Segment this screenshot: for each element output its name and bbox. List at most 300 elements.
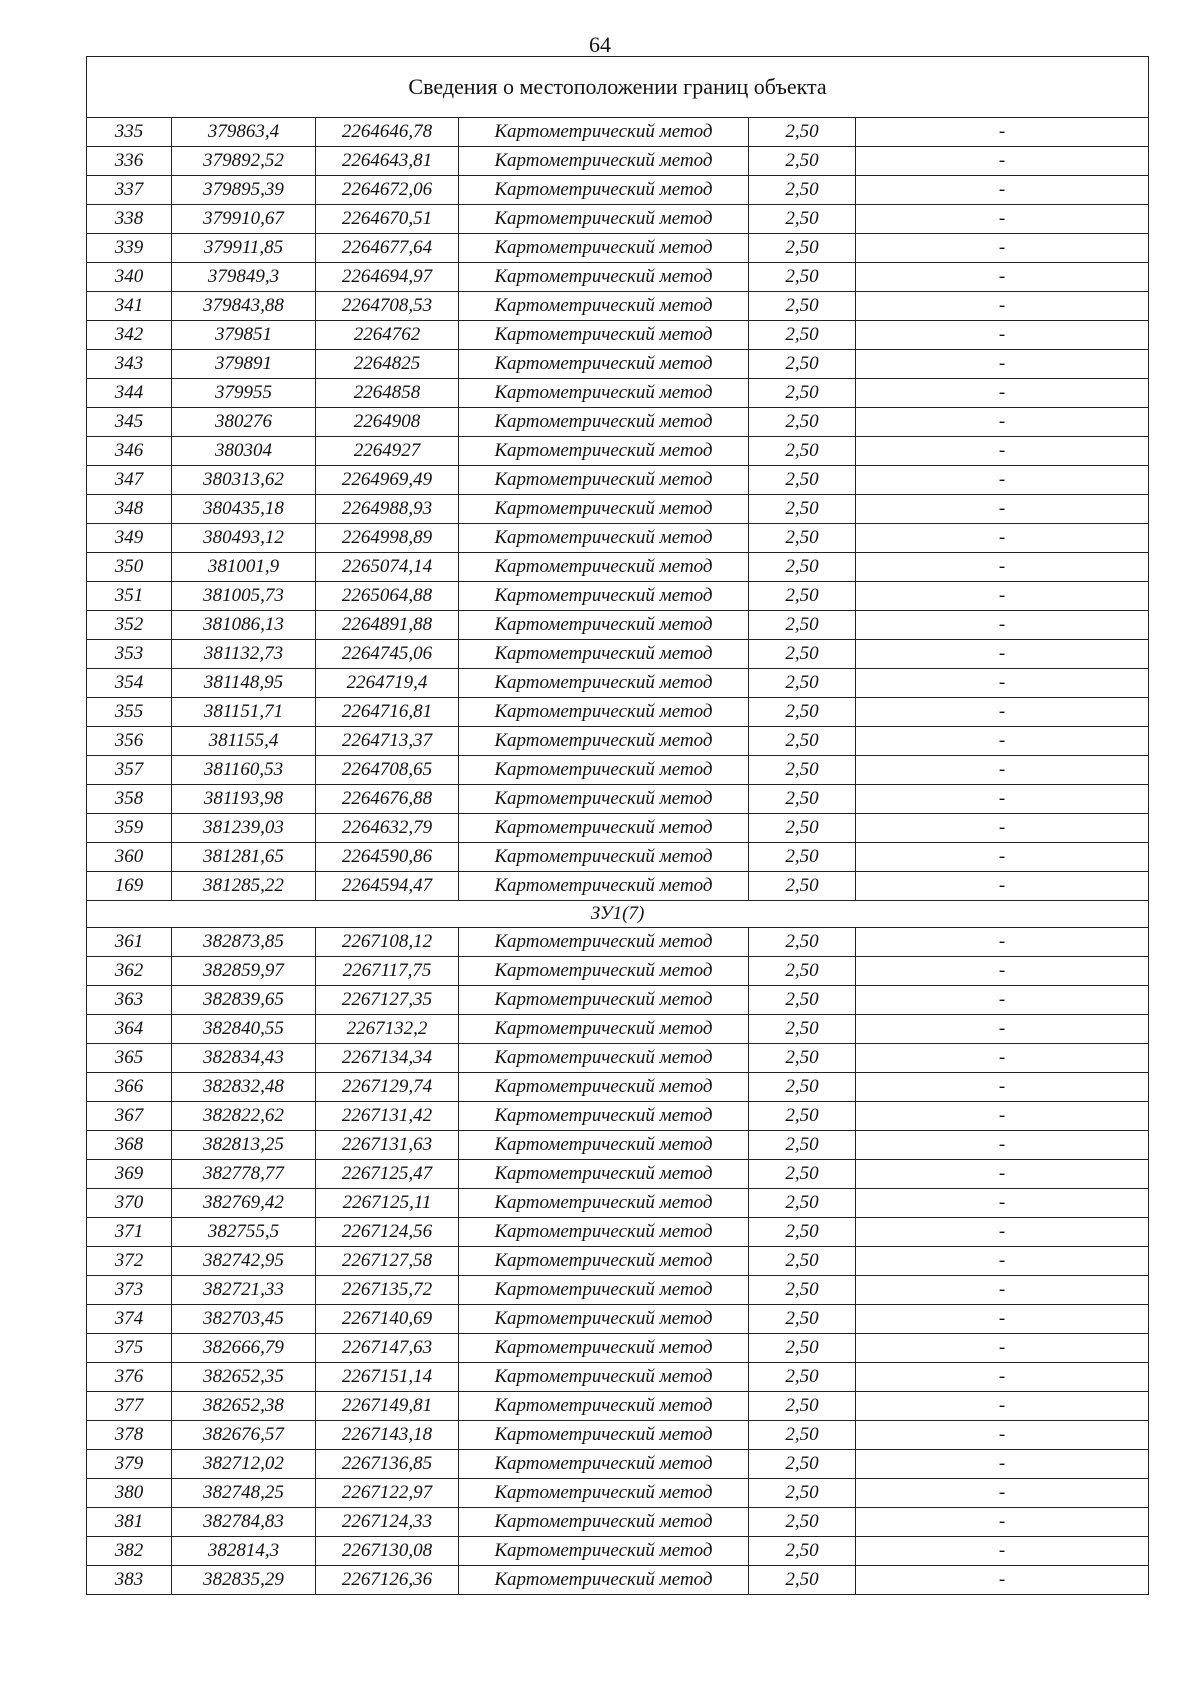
method-cell: Картометрический метод: [459, 1073, 749, 1102]
point-number-cell: 344: [87, 379, 172, 408]
method-cell: Картометрический метод: [459, 1218, 749, 1247]
accuracy-cell: 2,50: [749, 1247, 856, 1276]
accuracy-cell: 2,50: [749, 524, 856, 553]
y-coordinate-cell: 2264694,97: [316, 263, 459, 292]
x-coordinate-cell: 380435,18: [172, 495, 316, 524]
description-cell: -: [856, 814, 1149, 843]
x-coordinate-cell: 381148,95: [172, 669, 316, 698]
accuracy-cell: 2,50: [749, 263, 856, 292]
y-coordinate-cell: 2267140,69: [316, 1305, 459, 1334]
x-coordinate-cell: 382840,55: [172, 1015, 316, 1044]
x-coordinate-cell: 382784,83: [172, 1508, 316, 1537]
description-cell: -: [856, 553, 1149, 582]
description-cell: -: [856, 1392, 1149, 1421]
accuracy-cell: 2,50: [749, 1566, 856, 1595]
accuracy-cell: 2,50: [749, 1189, 856, 1218]
x-coordinate-cell: 382666,79: [172, 1334, 316, 1363]
y-coordinate-cell: 2267127,58: [316, 1247, 459, 1276]
x-coordinate-cell: 380493,12: [172, 524, 316, 553]
description-cell: -: [856, 1189, 1149, 1218]
method-cell: Картометрический метод: [459, 350, 749, 379]
section-heading: ЗУ1(7): [87, 901, 1149, 928]
method-cell: Картометрический метод: [459, 1363, 749, 1392]
accuracy-cell: 2,50: [749, 1102, 856, 1131]
y-coordinate-cell: 2264988,93: [316, 495, 459, 524]
accuracy-cell: 2,50: [749, 1450, 856, 1479]
table-row: [87, 843, 1149, 872]
method-cell: Картометрический метод: [459, 553, 749, 582]
table-row: [87, 1160, 1149, 1189]
method-cell: Картометрический метод: [459, 1421, 749, 1450]
table-row: [87, 263, 1149, 292]
table-row: [87, 756, 1149, 785]
x-coordinate-cell: 379910,67: [172, 205, 316, 234]
accuracy-cell: 2,50: [749, 582, 856, 611]
description-cell: -: [856, 1566, 1149, 1595]
y-coordinate-cell: 2267135,72: [316, 1276, 459, 1305]
point-number-cell: 341: [87, 292, 172, 321]
point-number-cell: 345: [87, 408, 172, 437]
method-cell: Картометрический метод: [459, 843, 749, 872]
accuracy-cell: 2,50: [749, 1276, 856, 1305]
x-coordinate-cell: 382839,65: [172, 986, 316, 1015]
y-coordinate-cell: 2267125,11: [316, 1189, 459, 1218]
accuracy-cell: 2,50: [749, 1044, 856, 1073]
accuracy-cell: 2,50: [749, 1131, 856, 1160]
x-coordinate-cell: 382652,38: [172, 1392, 316, 1421]
x-coordinate-cell: 381151,71: [172, 698, 316, 727]
accuracy-cell: 2,50: [749, 118, 856, 147]
description-cell: -: [856, 350, 1149, 379]
method-cell: Картометрический метод: [459, 756, 749, 785]
table-row: [87, 785, 1149, 814]
point-number-cell: 374: [87, 1305, 172, 1334]
table-row: [87, 437, 1149, 466]
y-coordinate-cell: 2267108,12: [316, 928, 459, 957]
method-cell: Картометрический метод: [459, 205, 749, 234]
table-row: [87, 1102, 1149, 1131]
point-number-cell: 355: [87, 698, 172, 727]
table-row: [87, 1305, 1149, 1334]
description-cell: -: [856, 263, 1149, 292]
y-coordinate-cell: 2267131,63: [316, 1131, 459, 1160]
description-cell: -: [856, 292, 1149, 321]
method-cell: Картометрический метод: [459, 495, 749, 524]
y-coordinate-cell: 2267147,63: [316, 1334, 459, 1363]
accuracy-cell: 2,50: [749, 611, 856, 640]
description-cell: -: [856, 640, 1149, 669]
description-cell: -: [856, 1421, 1149, 1450]
description-cell: -: [856, 1015, 1149, 1044]
y-coordinate-cell: 2264646,78: [316, 118, 459, 147]
point-number-cell: 349: [87, 524, 172, 553]
accuracy-cell: 2,50: [749, 379, 856, 408]
point-number-cell: 378: [87, 1421, 172, 1450]
table-row: [87, 234, 1149, 263]
description-cell: -: [856, 1160, 1149, 1189]
x-coordinate-cell: 382755,5: [172, 1218, 316, 1247]
y-coordinate-cell: 2264825: [316, 350, 459, 379]
table-row: [87, 727, 1149, 756]
accuracy-cell: 2,50: [749, 1363, 856, 1392]
description-cell: -: [856, 727, 1149, 756]
y-coordinate-cell: 2264672,06: [316, 176, 459, 205]
point-number-cell: 336: [87, 147, 172, 176]
method-cell: Картометрический метод: [459, 1508, 749, 1537]
table-row: [87, 1044, 1149, 1073]
y-coordinate-cell: 2264998,89: [316, 524, 459, 553]
method-cell: Картометрический метод: [459, 321, 749, 350]
description-cell: -: [856, 1537, 1149, 1566]
table-row: [87, 611, 1149, 640]
table-row: [87, 1508, 1149, 1537]
x-coordinate-cell: 380304: [172, 437, 316, 466]
method-cell: Картометрический метод: [459, 176, 749, 205]
description-cell: -: [856, 669, 1149, 698]
method-cell: Картометрический метод: [459, 234, 749, 263]
accuracy-cell: 2,50: [749, 1160, 856, 1189]
table-row: [87, 1131, 1149, 1160]
method-cell: Картометрический метод: [459, 814, 749, 843]
description-cell: -: [856, 1450, 1149, 1479]
accuracy-cell: 2,50: [749, 986, 856, 1015]
accuracy-cell: 2,50: [749, 1421, 856, 1450]
point-number-cell: 372: [87, 1247, 172, 1276]
method-cell: Картометрический метод: [459, 1334, 749, 1363]
y-coordinate-cell: 2267122,97: [316, 1479, 459, 1508]
method-cell: Картометрический метод: [459, 1450, 749, 1479]
x-coordinate-cell: 382834,43: [172, 1044, 316, 1073]
y-coordinate-cell: 2264745,06: [316, 640, 459, 669]
accuracy-cell: 2,50: [749, 147, 856, 176]
x-coordinate-cell: 380276: [172, 408, 316, 437]
accuracy-cell: 2,50: [749, 408, 856, 437]
table-row: [87, 292, 1149, 321]
table-body: [87, 57, 1149, 1595]
x-coordinate-cell: 379891: [172, 350, 316, 379]
x-coordinate-cell: 381281,65: [172, 843, 316, 872]
accuracy-cell: 2,50: [749, 1305, 856, 1334]
accuracy-cell: 2,50: [749, 872, 856, 901]
method-cell: Картометрический метод: [459, 1189, 749, 1218]
table-row: [87, 1218, 1149, 1247]
x-coordinate-cell: 380313,62: [172, 466, 316, 495]
table-row: [87, 408, 1149, 437]
method-cell: Картометрический метод: [459, 1247, 749, 1276]
page-number: 64: [589, 32, 611, 57]
x-coordinate-cell: 379955: [172, 379, 316, 408]
point-number-cell: 358: [87, 785, 172, 814]
method-cell: Картометрический метод: [459, 698, 749, 727]
y-coordinate-cell: 2264716,81: [316, 698, 459, 727]
x-coordinate-cell: 382676,57: [172, 1421, 316, 1450]
point-number-cell: 382: [87, 1537, 172, 1566]
x-coordinate-cell: 379843,88: [172, 292, 316, 321]
method-cell: Картометрический метод: [459, 437, 749, 466]
description-cell: -: [856, 1334, 1149, 1363]
method-cell: Картометрический метод: [459, 466, 749, 495]
y-coordinate-cell: 2267132,2: [316, 1015, 459, 1044]
x-coordinate-cell: 381001,9: [172, 553, 316, 582]
table-title-row: [87, 57, 1149, 118]
x-coordinate-cell: 381005,73: [172, 582, 316, 611]
point-number-cell: 381: [87, 1508, 172, 1537]
x-coordinate-cell: 379911,85: [172, 234, 316, 263]
table-row: [87, 928, 1149, 957]
description-cell: -: [856, 843, 1149, 872]
x-coordinate-cell: 382814,3: [172, 1537, 316, 1566]
y-coordinate-cell: 2264719,4: [316, 669, 459, 698]
point-number-cell: 338: [87, 205, 172, 234]
accuracy-cell: 2,50: [749, 292, 856, 321]
y-coordinate-cell: 2267129,74: [316, 1073, 459, 1102]
y-coordinate-cell: 2267134,34: [316, 1044, 459, 1073]
method-cell: Картометрический метод: [459, 957, 749, 986]
x-coordinate-cell: 381239,03: [172, 814, 316, 843]
table-row: [87, 1276, 1149, 1305]
y-coordinate-cell: 2264708,65: [316, 756, 459, 785]
point-number-cell: 360: [87, 843, 172, 872]
method-cell: Картометрический метод: [459, 928, 749, 957]
description-cell: -: [856, 234, 1149, 263]
point-number-cell: 169: [87, 872, 172, 901]
table-row: [87, 553, 1149, 582]
description-cell: -: [856, 1102, 1149, 1131]
y-coordinate-cell: 2264969,49: [316, 466, 459, 495]
method-cell: Картометрический метод: [459, 1044, 749, 1073]
point-number-cell: 365: [87, 1044, 172, 1073]
x-coordinate-cell: 381132,73: [172, 640, 316, 669]
description-cell: -: [856, 1131, 1149, 1160]
point-number-cell: 375: [87, 1334, 172, 1363]
method-cell: Картометрический метод: [459, 1102, 749, 1131]
description-cell: -: [856, 408, 1149, 437]
y-coordinate-cell: 2264643,81: [316, 147, 459, 176]
boundary-coordinates-table: [86, 56, 1149, 1595]
method-cell: Картометрический метод: [459, 1015, 749, 1044]
x-coordinate-cell: 382652,35: [172, 1363, 316, 1392]
point-number-cell: 362: [87, 957, 172, 986]
description-cell: -: [856, 1218, 1149, 1247]
method-cell: Картометрический метод: [459, 669, 749, 698]
table-row: [87, 495, 1149, 524]
table-row: [87, 1334, 1149, 1363]
point-number-cell: 356: [87, 727, 172, 756]
table-row: [87, 669, 1149, 698]
accuracy-cell: 2,50: [749, 756, 856, 785]
accuracy-cell: 2,50: [749, 727, 856, 756]
accuracy-cell: 2,50: [749, 553, 856, 582]
description-cell: -: [856, 785, 1149, 814]
method-cell: Картометрический метод: [459, 640, 749, 669]
point-number-cell: 376: [87, 1363, 172, 1392]
method-cell: Картометрический метод: [459, 582, 749, 611]
accuracy-cell: 2,50: [749, 1392, 856, 1421]
accuracy-cell: 2,50: [749, 698, 856, 727]
accuracy-cell: 2,50: [749, 437, 856, 466]
description-cell: -: [856, 986, 1149, 1015]
accuracy-cell: 2,50: [749, 1508, 856, 1537]
y-coordinate-cell: 2264632,79: [316, 814, 459, 843]
table-row: [87, 1015, 1149, 1044]
accuracy-cell: 2,50: [749, 1537, 856, 1566]
method-cell: Картометрический метод: [459, 292, 749, 321]
y-coordinate-cell: 2267149,81: [316, 1392, 459, 1421]
table-row: [87, 1479, 1149, 1508]
method-cell: Картометрический метод: [459, 727, 749, 756]
y-coordinate-cell: 2264927: [316, 437, 459, 466]
y-coordinate-cell: 2264908: [316, 408, 459, 437]
point-number-cell: 354: [87, 669, 172, 698]
accuracy-cell: 2,50: [749, 321, 856, 350]
y-coordinate-cell: 2264677,64: [316, 234, 459, 263]
y-coordinate-cell: 2267136,85: [316, 1450, 459, 1479]
y-coordinate-cell: 2267127,35: [316, 986, 459, 1015]
point-number-cell: 352: [87, 611, 172, 640]
description-cell: -: [856, 928, 1149, 957]
description-cell: -: [856, 1508, 1149, 1537]
table-row: [87, 524, 1149, 553]
description-cell: -: [856, 1044, 1149, 1073]
y-coordinate-cell: 2265074,14: [316, 553, 459, 582]
x-coordinate-cell: 381155,4: [172, 727, 316, 756]
table-row: [87, 350, 1149, 379]
accuracy-cell: 2,50: [749, 1479, 856, 1508]
y-coordinate-cell: 2267151,14: [316, 1363, 459, 1392]
point-number-cell: 366: [87, 1073, 172, 1102]
x-coordinate-cell: 379851: [172, 321, 316, 350]
accuracy-cell: 2,50: [749, 785, 856, 814]
accuracy-cell: 2,50: [749, 466, 856, 495]
point-number-cell: 368: [87, 1131, 172, 1160]
table-row: [87, 1363, 1149, 1392]
point-number-cell: 363: [87, 986, 172, 1015]
table-row: [87, 147, 1149, 176]
point-number-cell: 371: [87, 1218, 172, 1247]
table-row: [87, 1566, 1149, 1595]
point-number-cell: 369: [87, 1160, 172, 1189]
accuracy-cell: 2,50: [749, 1334, 856, 1363]
method-cell: Картометрический метод: [459, 1160, 749, 1189]
description-cell: -: [856, 957, 1149, 986]
y-coordinate-cell: 2267117,75: [316, 957, 459, 986]
description-cell: -: [856, 466, 1149, 495]
x-coordinate-cell: 382859,97: [172, 957, 316, 986]
x-coordinate-cell: 382742,95: [172, 1247, 316, 1276]
table-row: [87, 1247, 1149, 1276]
point-number-cell: 377: [87, 1392, 172, 1421]
description-cell: -: [856, 1305, 1149, 1334]
section-heading-row: [87, 901, 1149, 928]
method-cell: Картометрический метод: [459, 1537, 749, 1566]
point-number-cell: 348: [87, 495, 172, 524]
x-coordinate-cell: 379863,4: [172, 118, 316, 147]
point-number-cell: 383: [87, 1566, 172, 1595]
accuracy-cell: 2,50: [749, 669, 856, 698]
y-coordinate-cell: 2264590,86: [316, 843, 459, 872]
description-cell: -: [856, 524, 1149, 553]
table-row: [87, 640, 1149, 669]
table-row: [87, 1537, 1149, 1566]
method-cell: Картометрический метод: [459, 1276, 749, 1305]
point-number-cell: 342: [87, 321, 172, 350]
point-number-cell: 373: [87, 1276, 172, 1305]
y-coordinate-cell: 2264891,88: [316, 611, 459, 640]
table-row: [87, 205, 1149, 234]
method-cell: Картометрический метод: [459, 408, 749, 437]
point-number-cell: 380: [87, 1479, 172, 1508]
method-cell: Картометрический метод: [459, 872, 749, 901]
x-coordinate-cell: 382769,42: [172, 1189, 316, 1218]
x-coordinate-cell: 379895,39: [172, 176, 316, 205]
point-number-cell: 339: [87, 234, 172, 263]
accuracy-cell: 2,50: [749, 814, 856, 843]
y-coordinate-cell: 2267143,18: [316, 1421, 459, 1450]
description-cell: -: [856, 872, 1149, 901]
x-coordinate-cell: 382873,85: [172, 928, 316, 957]
method-cell: Картометрический метод: [459, 147, 749, 176]
method-cell: Картометрический метод: [459, 785, 749, 814]
table-row: [87, 698, 1149, 727]
description-cell: -: [856, 147, 1149, 176]
accuracy-cell: 2,50: [749, 928, 856, 957]
table-row: [87, 957, 1149, 986]
method-cell: Картометрический метод: [459, 611, 749, 640]
method-cell: Картометрический метод: [459, 524, 749, 553]
method-cell: Картометрический метод: [459, 1566, 749, 1595]
point-number-cell: 367: [87, 1102, 172, 1131]
accuracy-cell: 2,50: [749, 843, 856, 872]
table-row: [87, 986, 1149, 1015]
y-coordinate-cell: 2264858: [316, 379, 459, 408]
point-number-cell: 351: [87, 582, 172, 611]
method-cell: Картометрический метод: [459, 1131, 749, 1160]
y-coordinate-cell: 2267130,08: [316, 1537, 459, 1566]
method-cell: Картометрический метод: [459, 118, 749, 147]
table-row: [87, 872, 1149, 901]
point-number-cell: 350: [87, 553, 172, 582]
description-cell: -: [856, 582, 1149, 611]
point-number-cell: 364: [87, 1015, 172, 1044]
description-cell: -: [856, 176, 1149, 205]
y-coordinate-cell: 2265064,88: [316, 582, 459, 611]
x-coordinate-cell: 382778,77: [172, 1160, 316, 1189]
y-coordinate-cell: 2267131,42: [316, 1102, 459, 1131]
y-coordinate-cell: 2267125,47: [316, 1160, 459, 1189]
description-cell: -: [856, 1363, 1149, 1392]
point-number-cell: 379: [87, 1450, 172, 1479]
y-coordinate-cell: 2264713,37: [316, 727, 459, 756]
description-cell: -: [856, 495, 1149, 524]
point-number-cell: 361: [87, 928, 172, 957]
y-coordinate-cell: 2264762: [316, 321, 459, 350]
x-coordinate-cell: 382835,29: [172, 1566, 316, 1595]
description-cell: -: [856, 321, 1149, 350]
description-cell: -: [856, 1479, 1149, 1508]
point-number-cell: 370: [87, 1189, 172, 1218]
description-cell: -: [856, 379, 1149, 408]
y-coordinate-cell: 2264708,53: [316, 292, 459, 321]
accuracy-cell: 2,50: [749, 1015, 856, 1044]
point-number-cell: 337: [87, 176, 172, 205]
method-cell: Картометрический метод: [459, 1305, 749, 1334]
x-coordinate-cell: 381193,98: [172, 785, 316, 814]
x-coordinate-cell: 382813,25: [172, 1131, 316, 1160]
table-row: [87, 379, 1149, 408]
description-cell: -: [856, 1247, 1149, 1276]
x-coordinate-cell: 381160,53: [172, 756, 316, 785]
point-number-cell: 335: [87, 118, 172, 147]
